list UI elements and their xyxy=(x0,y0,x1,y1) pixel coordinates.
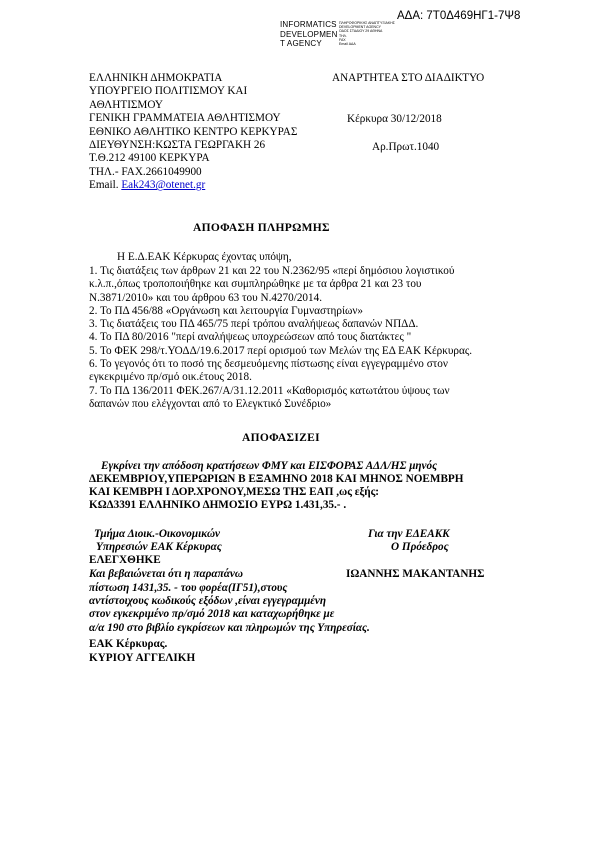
logo-small-line: Email ΑΔΑ xyxy=(339,42,356,47)
decision-line: ΚΑΙ ΚΕΜΒΡΗ Ι ΔΟΡ.ΧΡΟΝΟΥ,ΜΕΣΩ ΤΗΣ ΕΑΠ ,ως εξής: xyxy=(89,486,380,498)
consideration-line: 6. Το γεγονός ότι το ποσό της δεσμευόμενης πίστωσης είναι εγγεγραμμένο στον xyxy=(89,358,448,371)
email-line xyxy=(89,179,297,192)
issuer-line: ΓΕΝΙΚΗ ΓΡΑΜΜΑΤΕΙΑ ΑΘΛΗΤΙΣΜΟΥ xyxy=(89,112,281,125)
consideration-line: κ.λ.π.,όπως τροποποιήθηκε και συμπληρώθηκε με τα άρθρα 21 και 23 του xyxy=(89,278,422,291)
issuer-line: ΕΛΛΗΝΙΚΗ ΔΗΜΟΚΡΑΤΙΑ xyxy=(89,72,223,84)
issuer-line: Τ.Θ.212 49100 ΚΕΡΚΥΡΑ xyxy=(89,152,210,165)
decision-amount-line: ΚΩΔ3391 ΕΛΛΗΝΙΚΟ ΔΗΜΟΣΙΟ ΕΥΡΩ 1.431,35.- . xyxy=(89,499,347,511)
decision-line: Εγκρίνει την απόδοση κρατήσεων ΦΜΥ και ΕΙΣΦΟΡΑΣ ΑΔΛ/ΗΣ μηνός xyxy=(101,460,438,472)
consideration-line: 4. Το ΠΔ 80/2016 "περί αναλήψεως υποχρεώσεων από τους διατάκτες " xyxy=(89,331,412,344)
clerk-name: ΚΥΡΙΟΥ ΑΓΓΕΛΙΚΗ xyxy=(89,652,196,664)
consideration-line: 7. Το ΠΔ 136/2011 ΦΕΚ.267/Α/31.12.2011 «Καθορισμός κατωτάτου ύψους των xyxy=(89,384,450,397)
logo-small-text xyxy=(339,21,395,46)
consideration-line: 2. Το ΠΔ 456/88 «Οργάνωση και λειτουργία Γυμναστηρίων» xyxy=(89,304,363,317)
checked-label: ΕΛΕΓΧΘΗΚΕ xyxy=(89,554,161,566)
ada-code: ΑΔΑ: 7Τ0Δ469ΗΓ1-7Ψ8 xyxy=(397,10,521,22)
considerations-list xyxy=(89,265,472,411)
certify-line: Και βεβαιώνεται ότι η παραπάνω xyxy=(89,568,243,580)
informatics-logo xyxy=(280,20,338,49)
logo-small-line: ΤΗΛ. xyxy=(339,33,347,38)
logo-line-1: INFORMATICS xyxy=(280,20,337,29)
office-line: ΕΑΚ Κέρκυρας. xyxy=(89,638,168,650)
decision-line: ΔΕΚΕΜΒΡΙΟΥ,ΥΠΕΡΩΡΙΩΝ Β ΕΞΑΜΗΝΟ 2018 ΚΑΙ ΜΗΝΟΣ ΝΟΕΜΒΡΗ xyxy=(89,473,464,485)
issuer-line: ΥΠΟΥΡΓΕΙΟ ΠΟΛΙΤΙΣΜΟΥ ΚΑΙ xyxy=(89,85,248,98)
certification-line: αντίστοιχους κωδικούς εξόδων ,είναι εγγεγραμμένη xyxy=(89,595,326,608)
protocol-number: Αρ.Πρωτ.1040 xyxy=(372,141,440,153)
consideration-line: 1. Τις διατάξεις των άρθρων 21 και 22 του Ν.2362/95 «περί δημόσιου λογιστικού xyxy=(89,265,455,277)
logo-small-line: ΠΛΗΡΟΦΟΡΙΚΗΣ ΑΝΑΠΤΥΞΙΑΚΗΣ xyxy=(339,21,395,25)
board-line-1: Για την ΕΔΕΑΚΚ xyxy=(368,528,450,540)
consideration-line: 5. Το ΦΕΚ 298/τ.ΥΟΔΔ/19.6.2017 περί ορισμού των Μελών της ΕΔ ΕΑΚ Κέρκυρας. xyxy=(89,344,473,357)
consideration-line: δαπανών που ελέγχονται από το Ελεγκτικό Συνέδριο» xyxy=(89,397,332,410)
consideration-line: εγκεκριμένο πρ/σμό οικ.έτους 2018. xyxy=(89,371,252,384)
intro-line: Η Ε.Δ.ΕΑΚ Κέρκυρας έχοντας υπόψη, xyxy=(117,251,292,263)
email-label: Email. xyxy=(89,179,122,192)
board-line-2: Ο Πρόεδρος xyxy=(391,541,449,553)
logo-line-2: DEVELOPMEN xyxy=(280,29,338,39)
logo-small-line: ΟΔΟΣ ΣΤΑΔΙΟΥ 29 ΑΘΗΝΑ xyxy=(339,29,383,34)
certification-line: πίστωση 1431,35. - του φορέα(ΙΓ51),στους xyxy=(89,582,288,594)
logo-line-3: T AGENCY xyxy=(280,39,322,48)
issuer-line: ΕΘΝΙΚΟ ΑΘΛΗΤΙΚΟ ΚΕΝΤΡΟ ΚΕΡΚΥΡΑΣ xyxy=(89,125,298,138)
consideration-line: Ν.3871/2010» και του άρθρου 63 του Ν.4270/2014. xyxy=(89,291,323,304)
logo-small-line: DEVELOPMENT AGENCY xyxy=(339,25,381,30)
logo-small-line: FAX xyxy=(339,37,346,42)
issuer-line: ΤΗΛ.- FAX.2661049900 xyxy=(89,165,202,178)
department-line-2: Υπηρεσιών ΕΑΚ Κέρκυρας xyxy=(96,541,222,553)
certification-line: στον εγκεκριμένο πρ/σμό 2018 και καταχωρήθηκε με xyxy=(89,608,335,621)
issuer-line: ΑΘΛΗΤΙΣΜΟΥ xyxy=(89,98,163,111)
email-link[interactable]: Eak243@otenet.gr xyxy=(121,179,206,192)
certification-line: α/α 190 στο βιβλίο εγκρίσεων και πληρωμών της Υπηρεσίας. xyxy=(89,621,370,634)
department-line-1: Τμήμα Διοικ.-Οικονομικών xyxy=(94,528,220,540)
document-title: ΑΠΟΦΑΣΗ ΠΛΗΡΩΜΗΣ xyxy=(193,222,330,234)
consideration-line: 3. Τις διατάξεις του ΠΔ 465/75 περί τρόπου αναλήψεως δαπανών ΝΠΔΔ. xyxy=(89,318,419,331)
posted-online-label: ΑΝΑΡΤΗΤΕΑ ΣΤΟ ΔΙΑΔΙΚΤΥΟ xyxy=(332,72,485,84)
document-date: Κέρκυρα 30/12/2018 xyxy=(347,113,442,125)
issuer-line: ΔΙΕΥΘΥΝΣΗ:ΚΩΣΤΑ ΓΕΩΡΓΑΚΗ 26 xyxy=(89,139,266,152)
president-name: ΙΩΑΝΝΗΣ ΜΑΚΑΝΤΑΝΗΣ xyxy=(346,568,485,580)
certification-body xyxy=(89,582,370,635)
decides-heading: ΑΠΟΦΑΣΙΖΕΙ xyxy=(242,432,320,444)
issuer-block xyxy=(89,72,297,193)
